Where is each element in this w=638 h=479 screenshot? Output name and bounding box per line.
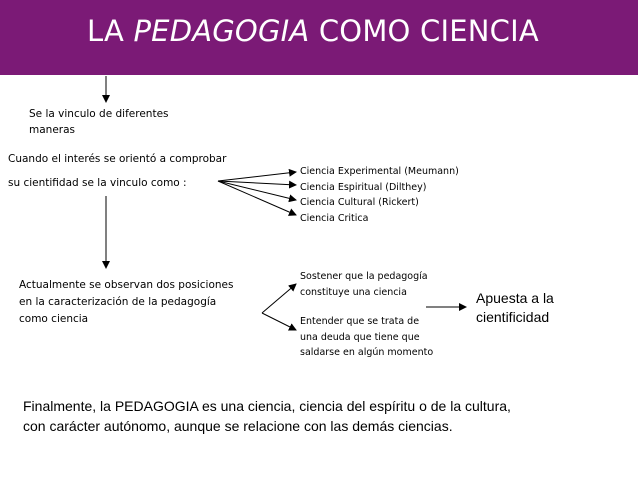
current-line-3: como ciencia — [19, 313, 89, 325]
bet-text — [476, 289, 554, 327]
sciences-list — [300, 164, 459, 226]
title-prefix: LA — [87, 14, 134, 48]
current-text — [19, 277, 233, 328]
position-b-line-2: una deuda que tiene que — [300, 331, 420, 343]
intro-text — [29, 106, 169, 138]
current-line-2: en la caracterización de la pedagogía — [19, 296, 217, 308]
title-suffix: COMO CIENCIA — [309, 14, 539, 48]
arrow-to-position-b — [262, 313, 296, 330]
conclusion-line-2: con carácter autónomo, aunque se relacione con las demás ciencias. — [23, 418, 453, 434]
conclusion-text — [23, 396, 511, 436]
interest-line-1: Cuando el interés se orientó a comprobar — [8, 153, 227, 165]
science-item: Ciencia Cultural (Rickert) — [300, 197, 419, 208]
interest-line-2: su cientifidad se la vinculo como : — [8, 177, 187, 189]
position-a-line-1: Sostener que la pedagogía — [300, 271, 428, 282]
intro-line-1: Se la vinculo de diferentes — [29, 108, 169, 120]
arrow-to-critica — [218, 181, 296, 215]
arrow-to-espiritual — [218, 181, 296, 185]
arrow-to-cultural — [218, 181, 296, 200]
position-b-line-1: Entender que se trata de — [300, 316, 420, 327]
position-b-line-3: saldarse en algún momento — [300, 347, 434, 358]
current-line-1: Actualmente se observan dos posiciones — [19, 279, 234, 291]
bet-line-2: cientificidad — [476, 309, 550, 325]
position-a-text — [300, 269, 428, 300]
science-item: Ciencia Critica — [300, 212, 369, 224]
title-italic: PEDAGOGIA — [133, 14, 310, 48]
bet-line-1: Apuesta a la — [476, 290, 554, 306]
position-b-text — [300, 314, 433, 361]
conclusion-line-1: Finalmente, la PEDAGOGIA es una ciencia, ciencia del espíritu o de la cultura, — [23, 398, 511, 414]
position-a-line-2: constituye una ciencia — [300, 286, 407, 298]
interest-text — [8, 147, 226, 195]
science-item: Ciencia Espiritual (Dilthey) — [300, 181, 427, 193]
arrow-to-position-a — [262, 284, 296, 313]
intro-line-2: maneras — [29, 124, 75, 136]
arrow-to-experimental — [218, 172, 296, 181]
science-item: Ciencia Experimental (Meumann) — [300, 166, 459, 177]
